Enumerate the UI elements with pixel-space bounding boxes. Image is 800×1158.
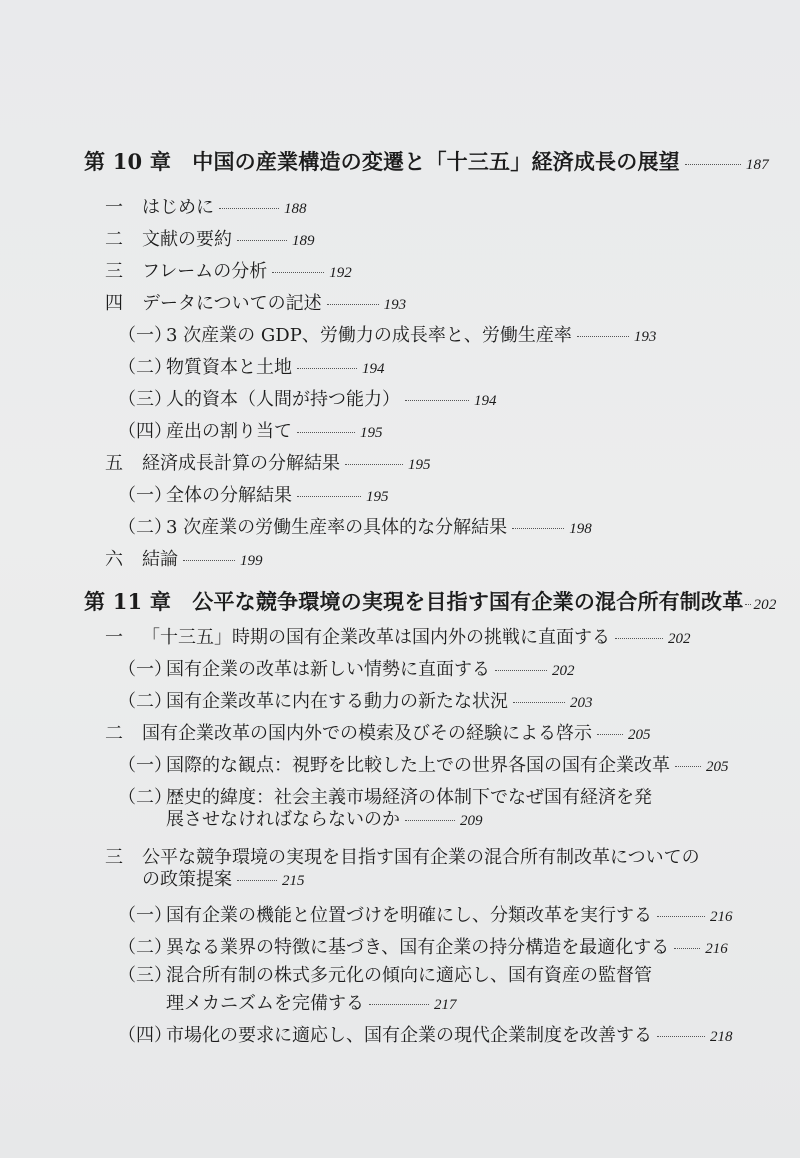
leader-dots [219,207,279,209]
page-number: 202 [753,597,777,613]
page-number: 193 [383,297,407,313]
section-title: 異なる業界の特徴に基づき、国有企業の持分構造を最適化する [166,937,670,958]
leader-dots [272,271,324,273]
toc-entry [105,196,307,221]
page-number: 193 [633,329,657,345]
section-number: （一） [118,485,172,506]
toc-entry [118,388,497,413]
section-number: 五 [105,453,123,474]
toc-entry [105,292,406,317]
page-number: 203 [570,695,593,711]
leader-dots [297,431,355,433]
page-number: 192 [329,265,352,281]
toc-entry [105,846,700,870]
leader-dots [297,495,361,497]
page-number: 199 [240,553,263,569]
section-title: 3 次産業の GDP、労働力の成長率と、労働生産率 [166,325,572,346]
toc-entry [105,626,691,651]
section-title: 国有企業の機能と位置づけを明確にし、分類改革を実行する [166,905,652,926]
leader-dots [297,367,357,369]
toc-entry [118,484,389,509]
section-number: 三 [105,847,123,868]
toc-entry-continuation [166,808,483,833]
section-title: 歴史的緯度：社会主義市場経済の体制下でなぜ国有経済を発 [166,787,652,808]
toc-entry [118,658,575,683]
section-title: 人的資本（人間が持つ能力） [166,389,400,410]
page-number: 194 [362,361,385,377]
leader-dots [657,915,705,917]
page-number: 205 [706,759,729,775]
section-number: 四 [105,293,123,314]
toc-entry [118,904,733,929]
page-number: 205 [628,727,651,743]
chapter-title: 第 10 章 中国の産業構造の変遷と「十三五」経済成長の展望 [84,149,680,174]
chapter-title: 第 11 章 公平な競争環境の実現を目指す国有企業の混合所有制改革 [84,589,744,614]
section-number: （二） [118,787,172,808]
leader-dots [615,637,663,639]
section-title: 結論 [142,549,178,570]
toc-entry [105,548,263,573]
toc-entry [105,452,431,477]
leader-dots [675,765,701,767]
section-title: 混合所有制の株式多元化の傾向に適応し、国有資産の監督管 [166,965,652,986]
page-number: 194 [474,393,497,409]
toc-entry [105,228,315,253]
section-title: 公平な競争環境の実現を目指す国有企業の混合所有制改革についての [142,847,700,868]
leader-dots [674,947,700,949]
section-title: 国有企業改革に内在する動力の新たな状況 [166,691,508,712]
toc-entry [118,936,728,961]
page-number: 218 [710,1029,733,1045]
section-title: 市場化の要求に適応し、国有企業の現代企業制度を改善する [166,1025,652,1046]
section-number: （二） [118,517,172,538]
section-title: データについての記述 [142,293,322,314]
leader-dots [183,559,235,561]
page-number: 195 [408,457,431,473]
leader-dots [345,463,403,465]
leader-dots [597,733,623,735]
chapter-11-heading [84,588,777,619]
section-number: （四） [118,421,172,442]
leader-dots [405,399,469,401]
leader-dots [513,701,565,703]
page-number: 195 [360,425,383,441]
section-number: （二） [118,357,172,378]
section-title: 3 次産業の労働生産率の具体的な分解結果 [166,517,508,538]
page-number: 188 [284,201,307,217]
toc-entry [118,1024,733,1049]
section-number: （一） [118,755,172,776]
page-number: 216 [710,909,733,925]
page-number: 202 [552,663,575,679]
leader-dots [405,819,455,821]
section-number: 三 [105,261,123,282]
section-number: 二 [105,723,123,744]
toc-entry [118,786,652,810]
toc-entry [118,690,593,715]
section-number: 二 [105,229,123,250]
section-number: （二） [118,937,172,958]
toc-entry-continuation [142,868,305,893]
leader-dots [512,527,564,529]
page-number: 189 [292,233,315,249]
page-number: 216 [705,941,728,957]
section-title: フレームの分析 [142,261,268,282]
leader-dots [237,879,277,881]
section-number: （二） [118,691,172,712]
leader-dots [745,603,751,605]
leader-dots [495,669,547,671]
toc-entry [118,324,656,349]
page-number: 202 [668,631,691,647]
toc-entry-continuation [166,992,457,1017]
toc-entry [118,420,383,445]
leader-dots [685,163,741,165]
leader-dots [369,1003,429,1005]
section-title: 経済成長計算の分解結果 [142,453,340,474]
section-title: 「十三五」時期の国有企業改革は国内外の挑戦に直面する [142,627,610,648]
section-number: 六 [105,549,123,570]
toc-entry [118,754,729,779]
section-title: 全体の分解結果 [166,485,292,506]
section-title: 物質資本と土地 [166,357,292,378]
toc-entry [105,722,651,747]
toc-entry [105,260,352,285]
leader-dots [237,239,287,241]
toc-entry [118,516,592,541]
section-title: 文献の要約 [142,229,232,250]
section-title: 展させなければならないのか [166,809,400,830]
section-number: （一） [118,325,172,346]
section-title: 産出の割り当て [166,421,292,442]
section-number: （三） [118,965,172,986]
toc-entry [118,964,652,988]
section-title: 国有企業改革の国内外での模索及びその経験による啓示 [142,723,592,744]
toc-entry [118,356,385,381]
leader-dots [577,335,629,337]
section-number: （一） [118,905,172,926]
leader-dots [327,303,379,305]
page-number: 209 [460,813,483,829]
section-title: 理メカニズムを完備する [166,993,364,1014]
section-title: の政策提案 [142,869,232,890]
section-number: （四） [118,1025,172,1046]
section-number: 一 [105,197,123,218]
page-number: 215 [282,873,305,889]
page-number: 195 [366,489,389,505]
section-number: （一） [118,659,172,680]
section-title: 国際的な観点：視野を比較した上での世界各国の国有企業改革 [166,755,670,776]
page-number: 217 [434,997,457,1013]
section-title: はじめに [142,197,214,218]
section-title: 国有企業の改革は新しい情勢に直面する [166,659,490,680]
section-number: （三） [118,389,172,410]
leader-dots [657,1035,705,1037]
page-number: 198 [569,521,592,537]
page-number: 187 [745,157,769,173]
section-number: 一 [105,627,123,648]
chapter-10-heading [84,148,769,179]
